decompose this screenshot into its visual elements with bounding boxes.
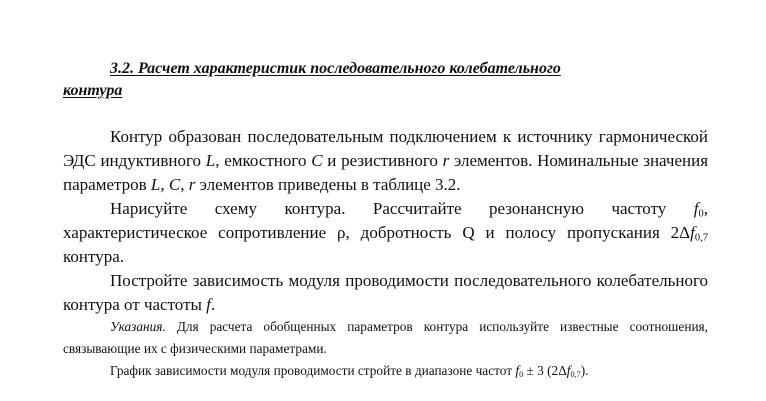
text: , характеристическое сопротивление ρ, добротность Q и полосу пропускания 2Δ xyxy=(63,199,708,242)
symbol-C: C xyxy=(168,175,181,194)
text: элементов приведены в таблице 3.2. xyxy=(195,175,461,194)
symbol-f: f xyxy=(206,295,211,314)
text: элементов. Номинальные значения параметров xyxy=(63,151,709,194)
symbol-f: f xyxy=(566,363,571,378)
text: , xyxy=(160,175,169,194)
text: Контур образован последовательным подключением к источнику гармонической ЭДС индуктивного xyxy=(63,127,708,170)
heading-line-2: контура xyxy=(63,82,123,99)
subscript: 0 xyxy=(698,208,704,220)
text: Нарисуйте схему контура. Рассчитайте резонансную частоту xyxy=(110,199,694,218)
symbol-C: C xyxy=(311,151,323,170)
symbol-f: f xyxy=(515,363,520,378)
note-plot-range xyxy=(63,360,708,382)
symbol-f: f xyxy=(690,223,695,242)
text: ). xyxy=(580,363,589,378)
paragraph-task-plot xyxy=(63,269,708,317)
symbol-r: r xyxy=(442,151,450,170)
subscript: 0 xyxy=(519,370,524,380)
section-heading xyxy=(63,58,708,102)
text: и резистивного xyxy=(322,151,443,170)
symbol-r: r xyxy=(188,175,196,194)
symbol-L: L xyxy=(205,151,216,170)
paragraph-contour-description xyxy=(63,125,708,197)
paragraph-task-calculate xyxy=(63,197,708,269)
note-label: Указания xyxy=(110,319,163,334)
text: График зависимости модуля проводимости стройте в диапазоне частот xyxy=(110,363,516,378)
text: . xyxy=(210,295,216,314)
subscript: 0,7 xyxy=(570,370,581,380)
text: ± 3 (2Δ xyxy=(523,363,567,378)
symbol-L: L xyxy=(150,175,161,194)
heading-line-1: 3.2. Расчет характеристик последовательного колебательного xyxy=(110,60,561,77)
symbol-f: f xyxy=(693,199,699,218)
text: Постройте зависимость модуля проводимости последовательного колебательного контура от частоты xyxy=(63,271,708,314)
note-instructions xyxy=(63,316,708,360)
text: . Для расчета обобщенных параметров контура используйте известные соотношения, связывающие их с физическими параметрами. xyxy=(63,319,708,356)
text: контура. xyxy=(63,247,124,266)
subscript: 0,7 xyxy=(694,232,708,244)
text: , xyxy=(180,175,189,194)
text: , емкостного xyxy=(215,151,312,170)
